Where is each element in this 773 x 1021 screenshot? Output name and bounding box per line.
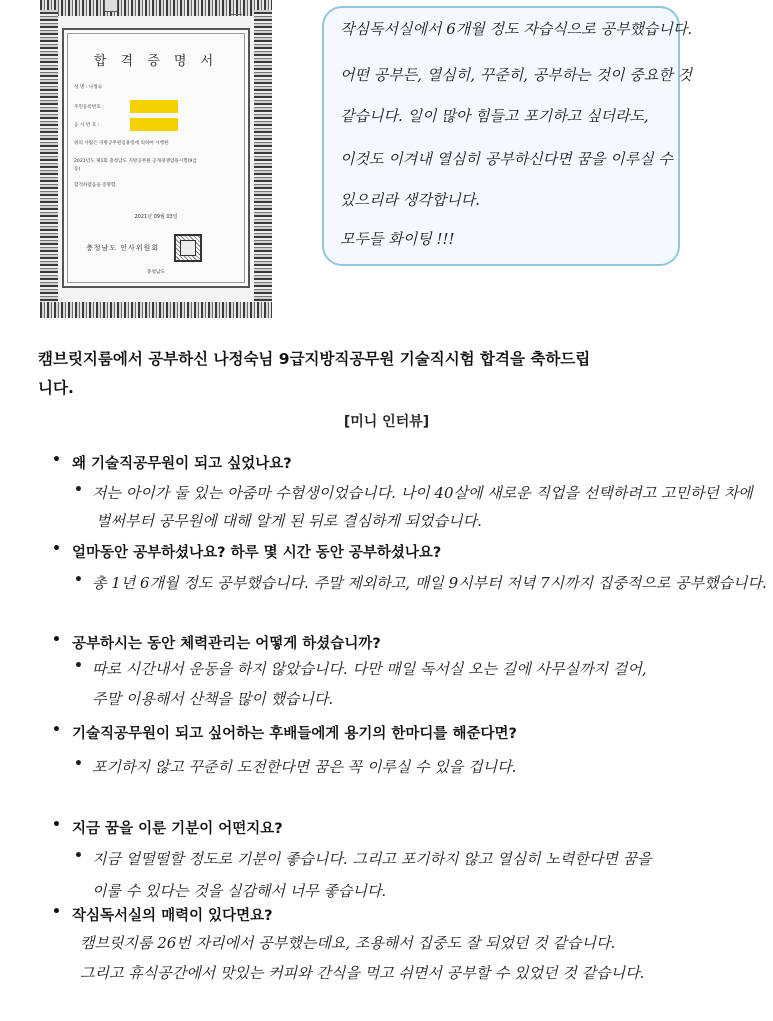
interview-question — [52, 817, 283, 838]
interview-question — [52, 452, 292, 473]
bullet-icon: • — [52, 817, 61, 833]
certificate-border-bottom — [40, 302, 272, 318]
certificate-frame — [62, 28, 250, 288]
certificate-exam-number-row: 응 시 번 호 : — [74, 123, 100, 128]
section-title: [미니 인터뷰] — [343, 414, 430, 430]
question-text: 왜 기술직공무원이 되고 싶었나요? — [72, 456, 292, 472]
redaction-highlight — [130, 118, 178, 131]
pass-certificate-image — [40, 0, 272, 318]
certificate-body-line: 2021년도 제1회 충청남도 지방공무원 공개경쟁임용시험(9급 — [74, 159, 197, 164]
answer-continuation: 벌써부터 공무원에 대해 알게 된 뒤로 결심하게 되었습니다. — [96, 512, 482, 530]
handwritten-note-card — [322, 6, 693, 266]
answer-text: 포기하지 않고 꾸준히 도전한다면 꿈은 꼭 이루실 수 있을 겁니다. — [92, 758, 517, 776]
answer-continuation: 이룰 수 있다는 것을 실감해서 너무 좋습니다. — [92, 882, 387, 900]
certificate-footer: 충청남도 — [146, 270, 166, 275]
note-line: 같습니다. 일이 많아 힘들고 포기하고 싶더라도, — [340, 107, 649, 125]
question-text: 기술직공무원이 되고 싶어하는 후배들에게 용기의 한마디를 해준다면? — [72, 726, 517, 742]
certificate-title: 합 격 증 명 서 — [93, 54, 219, 69]
interview-answer — [74, 756, 517, 777]
certificate-corner-mark — [230, 14, 242, 21]
note-line: 이것도 이겨내 열심히 공부하신다면 꿈을 이루실 수 — [340, 150, 673, 168]
certificate-border-left — [40, 10, 58, 308]
bullet-icon: • — [52, 541, 61, 557]
note-line: 모두들 화이팅 !!! — [340, 230, 455, 248]
answer-text: 지금 얼떨떨할 정도로 기분이 좋습니다. 그리고 포기하지 않고 열심히 노력한다면 꿈을 — [92, 850, 652, 868]
bullet-icon: • — [74, 756, 83, 772]
answer-continuation: 그리고 휴식공간에서 맛있는 커피와 간식을 먹고 쉬면서 공부할 수 있었던 것 같습니다. — [80, 964, 645, 982]
bullet-icon: • — [74, 572, 83, 588]
interview-answer — [74, 482, 753, 503]
note-line: 어떤 공부든, 열심히, 꾸준히, 공부하는 것이 중요한 것 — [340, 66, 692, 84]
interview-answer — [74, 848, 652, 869]
certificate-body-line: 등) — [74, 167, 81, 172]
note-line: 작심독서실에서 6개월 정도 자습식으로 공부했습니다. — [340, 20, 693, 38]
certificate-body-line: 위의 사람은 지방공무원임용령에 의하여 시행한 — [74, 141, 169, 146]
answer-continuation: 주말 이용해서 산책을 많이 했습니다. — [92, 690, 334, 708]
certificate-name-row: 성 명 : 나정숙 — [74, 85, 103, 90]
official-seal-icon — [174, 234, 202, 262]
bullet-icon: • — [74, 848, 83, 864]
interview-question — [52, 904, 273, 925]
question-text: 얼마동안 공부하셨나요? 하루 몇 시간 동안 공부하셨나요? — [72, 545, 442, 561]
answer-text: 저는 아이가 둘 있는 아줌마 수험생이었습니다. 나이 40살에 새로운 직업을 선택하려고 고민하던 차에 — [92, 484, 753, 502]
bullet-icon: • — [52, 452, 61, 468]
redaction-highlight — [130, 100, 178, 113]
question-text: 공부하시는 동안 체력관리는 어떻게 하셨습니까? — [72, 636, 381, 652]
certificate-border-right — [254, 10, 272, 308]
congratulation-text: 캠브릿지룸에서 공부하신 나정숙님 9급지방직공무원 기술직시험 합격을 축하드립니다. — [38, 350, 591, 397]
bullet-icon: • — [74, 658, 83, 674]
bullet-icon: • — [52, 632, 61, 648]
bullet-icon: • — [52, 904, 61, 920]
bullet-icon: • — [74, 482, 83, 498]
answer-text: 총 1년 6개월 정도 공부했습니다. 주말 제외하고, 매일 9시부터 저녁 7시까지 집중적으로 공부했습니다. — [92, 574, 767, 592]
interview-answer: 캠브릿지룸 26번 자리에서 공부했는데요, 조용해서 집중도 잘 되었던 것 같습니다. — [80, 934, 616, 952]
interview-question — [52, 541, 442, 562]
certificate-emblem-icon — [104, 0, 118, 12]
question-text: 지금 꿈을 이룬 기분이 어떤지요? — [72, 821, 283, 837]
answer-text: 따로 시간내서 운동을 하지 않았습니다. 다만 매일 독서실 오는 길에 사무실까지 걸어, — [92, 660, 647, 678]
certificate-body-line: 합격하였음을 증명함. — [74, 183, 117, 188]
interview-answer — [74, 572, 767, 593]
certificate-date: 2021년 09월 03일 — [134, 214, 178, 220]
certificate-issuer: 충청남도 인사위원회 — [86, 244, 160, 252]
certificate-id-row: 주민등록번호 : — [74, 105, 104, 110]
interview-question — [52, 632, 381, 653]
bullet-icon: • — [52, 722, 61, 738]
note-line: 있으리라 생각합니다. — [340, 191, 480, 209]
interview-question — [52, 722, 517, 743]
interview-answer — [74, 658, 647, 679]
question-text: 작심독서실의 매력이 있다면요? — [72, 908, 273, 924]
